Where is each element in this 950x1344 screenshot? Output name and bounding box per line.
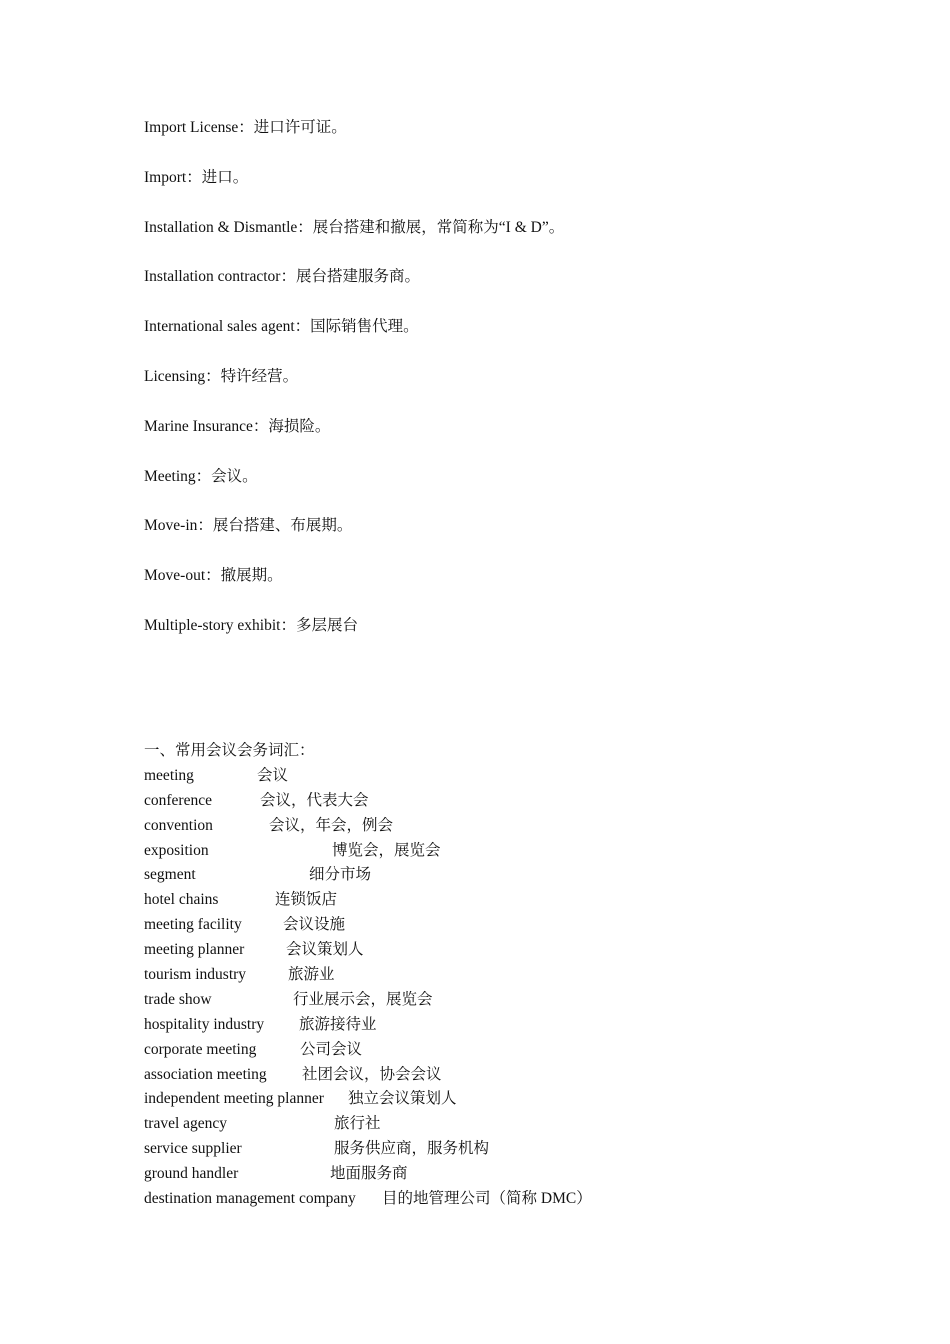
vocab-row <box>144 1162 864 1187</box>
glossary-definition: 特许经营。 <box>220 367 299 385</box>
glossary-entry <box>144 167 864 217</box>
vocab-chinese: 目的地管理公司（简称 DMC） <box>382 1190 592 1208</box>
vocab-english: exposition <box>144 841 209 859</box>
vocab-row <box>144 1087 864 1112</box>
vocab-english: independent meeting planner <box>144 1090 324 1108</box>
glossary-definition: 展台搭建、布展期。 <box>212 517 353 535</box>
vocab-english: convention <box>144 816 213 834</box>
vocab-english: destination management company <box>144 1190 356 1208</box>
vocab-row <box>144 764 864 789</box>
glossary-colon: ： <box>280 268 296 286</box>
vocab-row <box>144 988 864 1013</box>
vocab-chinese: 社团会议，协会会议 <box>302 1065 442 1083</box>
glossary-term: Installation contractor <box>144 268 281 286</box>
glossary-entry <box>144 416 864 466</box>
vocab-row <box>144 863 864 888</box>
vocab-row <box>144 888 864 913</box>
glossary-term: Move-out <box>144 567 206 585</box>
vocab-english: service supplier <box>144 1140 242 1158</box>
vocab-row <box>144 963 864 988</box>
glossary-colon: ： <box>238 119 254 136</box>
glossary-entry <box>144 466 864 516</box>
glossary-entry <box>144 366 864 416</box>
glossary-entry <box>144 515 864 565</box>
vocab-row <box>144 1187 864 1212</box>
glossary-colon: ： <box>252 417 269 435</box>
glossary-entry <box>144 615 864 665</box>
vocab-english: association meeting <box>144 1065 267 1083</box>
vocab-row <box>144 938 864 963</box>
glossary-definition: 会议。 <box>211 467 258 485</box>
vocab-row <box>144 1013 864 1038</box>
vocabulary-section <box>144 739 864 1212</box>
glossary-definition: 国际销售代理。 <box>310 318 419 336</box>
vocab-row <box>144 839 864 864</box>
glossary-entry <box>144 266 864 316</box>
glossary-entry <box>144 316 864 366</box>
glossary-colon: ： <box>297 218 313 236</box>
vocab-english: ground handler <box>144 1165 239 1183</box>
vocab-chinese: 会议，年会，例会 <box>269 816 394 834</box>
vocab-chinese: 旅游接待业 <box>299 1015 377 1033</box>
vocab-english: meeting facility <box>144 916 242 934</box>
glossary-colon: ： <box>205 567 221 585</box>
vocab-chinese: 独立会议策划人 <box>348 1090 457 1108</box>
vocab-chinese: 会议策划人 <box>286 941 364 959</box>
vocab-chinese: 会议 <box>257 766 289 784</box>
glossary-definition: 进口许可证。 <box>253 119 347 136</box>
vocab-english: meeting <box>144 766 194 784</box>
glossary-term: Licensing <box>144 367 206 385</box>
vocab-chinese: 旅游业 <box>288 966 335 984</box>
vocab-chinese: 行业展示会，展览会 <box>293 990 433 1008</box>
vocab-english: tourism industry <box>144 966 247 984</box>
glossary-definition: 多层展台 <box>296 616 359 634</box>
glossary-entry <box>144 217 864 267</box>
vocab-english: hotel chains <box>144 891 219 909</box>
vocab-chinese: 公司会议 <box>300 1040 363 1058</box>
vocab-chinese: 服务供应商，服务机构 <box>334 1140 490 1158</box>
glossary-colon: ： <box>280 616 296 634</box>
glossary-definition: 进口。 <box>201 168 249 186</box>
vocab-english: corporate meeting <box>144 1040 257 1058</box>
vocab-row <box>144 1063 864 1088</box>
vocab-row <box>144 913 864 938</box>
glossary-definition: 海损险。 <box>268 417 331 435</box>
glossary-term: Installation & Dismantle <box>144 218 298 236</box>
vocab-row <box>144 1038 864 1063</box>
glossary-term: Import License <box>144 119 239 136</box>
glossary-term: Multiple-story exhibit <box>144 616 281 634</box>
vocab-english: segment <box>144 866 196 884</box>
glossary-term: Marine Insurance <box>144 417 253 435</box>
vocab-chinese: 博览会，展览会 <box>332 841 441 859</box>
glossary-entry <box>144 117 864 167</box>
vocab-chinese: 连锁饭店 <box>275 891 338 909</box>
vocab-row <box>144 814 864 839</box>
vocab-english: travel agency <box>144 1115 228 1133</box>
section-heading: 一、常用会议会务词汇： <box>144 742 315 759</box>
vocab-row <box>144 1137 864 1162</box>
glossary-term: International sales agent <box>144 318 295 336</box>
vocab-chinese: 旅行社 <box>334 1115 381 1133</box>
glossary-definition: 撤展期。 <box>220 567 283 585</box>
glossary-definition: 展台搭建和撤展，常简称为“I & D”。 <box>312 218 565 236</box>
glossary-colon: ： <box>205 367 221 385</box>
vocab-english: trade show <box>144 990 212 1008</box>
glossary-colon: ： <box>294 318 311 336</box>
glossary-definition: 展台搭建服务商。 <box>295 268 420 286</box>
glossary-entry <box>144 565 864 615</box>
glossary-colon: ： <box>195 467 212 485</box>
vocab-chinese: 细分市场 <box>309 866 372 884</box>
glossary-term: Move-in <box>144 517 198 535</box>
vocab-chinese: 会议，代表大会 <box>260 791 369 809</box>
glossary-list <box>144 117 864 665</box>
glossary-colon: ： <box>197 517 213 535</box>
vocab-english: meeting planner <box>144 941 245 959</box>
vocab-chinese: 地面服务商 <box>330 1165 408 1183</box>
vocab-chinese: 会议设施 <box>283 916 346 934</box>
vocab-english: hospitality industry <box>144 1015 265 1033</box>
vocab-row <box>144 1112 864 1137</box>
vocab-row <box>144 789 864 814</box>
glossary-term: Meeting <box>144 467 196 485</box>
glossary-term: Import <box>144 168 187 186</box>
vocab-english: conference <box>144 791 212 809</box>
glossary-colon: ： <box>186 168 202 186</box>
